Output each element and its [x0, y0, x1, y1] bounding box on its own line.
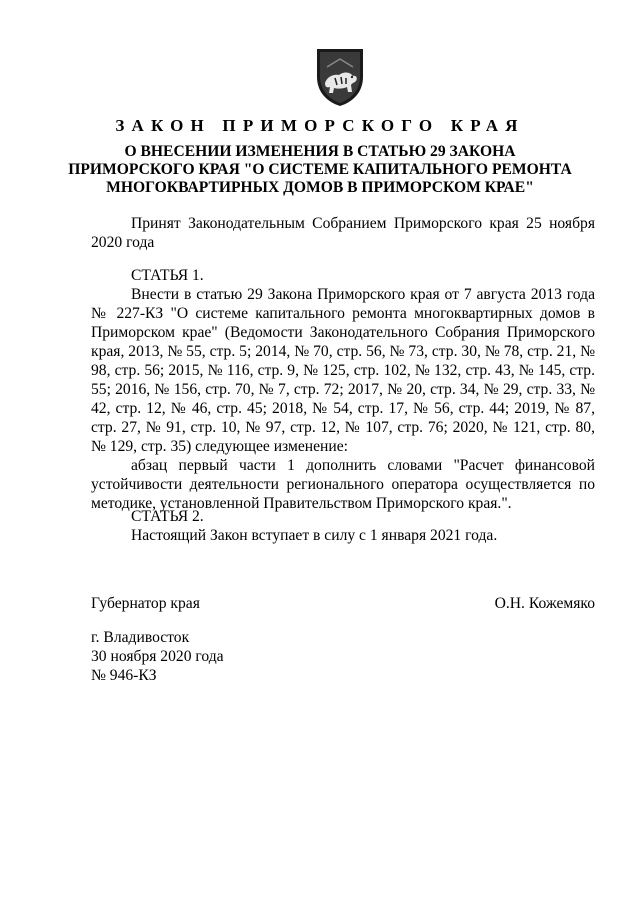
subtitle-line: МНОГОКВАРТИРНЫХ ДОМОВ В ПРИМОРСКОМ КРАЕ": [106, 179, 534, 196]
adoption-text: Принят Законодательным Собранием Приморского края 25 ноября: [131, 215, 595, 232]
article-2: [91, 507, 595, 545]
article-1-paragraph-2-last: методике, установленной Правительством Приморского края.".: [91, 495, 512, 512]
signatory-name: О.Н. Кожемяко: [494, 595, 595, 612]
signatory-position: Губернатор края: [91, 595, 200, 612]
subtitle-line: ПРИМОРСКОГО КРАЯ "О СИСТЕМЕ КАПИТАЛЬНОГО РЕМОНТА: [68, 161, 572, 178]
article-2-text: Настоящий Закон вступает в силу с 1 января 2021 года.: [131, 527, 498, 544]
article-1-paragraph-1: Внести в статью 29 Закона Приморского края от 7 августа 2013 года № 227-КЗ "О системе капитального ремонта многоквартирных домов в Приморском крае" (Ведомости Законодательного Собрания Приморского края, 2013, № 55, стр. 5; 2014, № 70, стр. 56, № 73, стр. 30, № 78, стр. 21, № 98, стр. 56; 2015, № 116, стр. 9, № 125, стр. 102, № 132, стр. 43, № 145, стр. 55; 2016, № 156, стр. 70, № 7, стр. 72; 2017, № 20, стр. 34, № 29, стр. 33, № 42, стр. 12, № 46, стр. 45; 2018, № 54, стр. 17, № 56, стр. 44; 2019, № 87, стр. 27, № 91, стр. 10, № 97, стр. 12, № 107, стр. 76; 2020, № 121, стр. 80,: [91, 286, 595, 436]
footer-date: 30 ноября 2020 года: [91, 648, 224, 665]
signature-row: [91, 595, 595, 613]
article-1: [91, 266, 595, 513]
adoption-paragraph: [91, 214, 595, 252]
coat-of-arms-icon: [315, 47, 365, 107]
law-subtitle: [60, 143, 580, 197]
footer-number: № 946-КЗ: [91, 667, 157, 684]
article-1-paragraph-1-last: № 129, стр. 35) следующее изменение:: [91, 438, 348, 455]
adoption-text-last: 2020 года: [91, 234, 155, 251]
article-1-heading: СТАТЬЯ 1.: [131, 267, 204, 284]
footer-city: г. Владивосток: [91, 629, 190, 646]
document-footer: [91, 628, 595, 685]
subtitle-line: О ВНЕСЕНИИ ИЗМЕНЕНИЯ В СТАТЬЮ 29 ЗАКОНА: [124, 143, 516, 160]
law-title: ЗАКОН ПРИМОРСКОГО КРАЯ: [115, 116, 525, 135]
article-2-heading: СТАТЬЯ 2.: [131, 508, 204, 525]
article-1-paragraph-2: абзац первый части 1 дополнить словами "Расчет финансовой устойчивости деятельности регионального оператора осуществляется по: [91, 457, 595, 493]
